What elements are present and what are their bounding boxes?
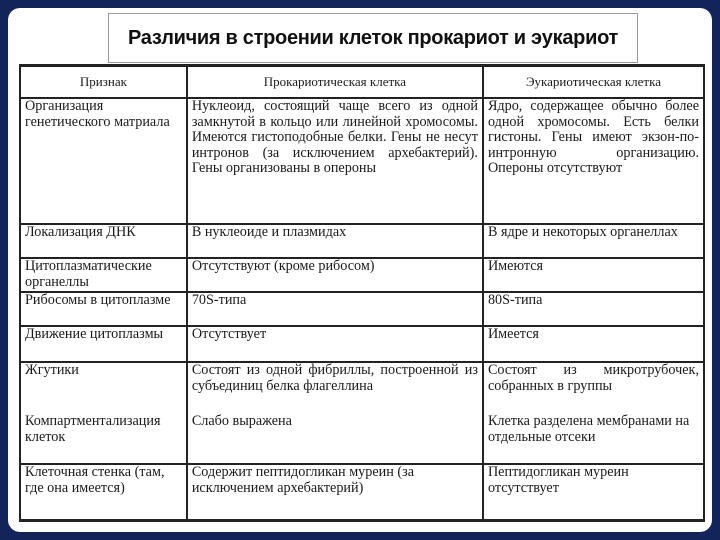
row-prokaryote: 70S-типа <box>187 292 483 326</box>
row-eukaryote: Состоят из микротрубочек, собранных в группы <box>483 362 704 414</box>
row-trait: Локализация ДНК <box>20 224 187 258</box>
row-prokaryote: В нуклеоиде и плазмидах <box>187 224 483 258</box>
row-trait: Организация генетического матриала <box>20 98 187 224</box>
table-row <box>20 292 704 326</box>
row-eukaryote: Имеется <box>483 326 704 362</box>
table-row <box>20 362 704 414</box>
row-trait: Рибосомы в цитоплазме <box>20 292 187 326</box>
row-eukaryote: Имеются <box>483 258 704 292</box>
table-row <box>20 98 704 224</box>
row-eukaryote: 80S-типа <box>483 292 704 326</box>
table-row <box>20 464 704 520</box>
table-header-row <box>20 66 704 99</box>
table-row <box>20 258 704 292</box>
row-trait: Клеточная стенка (там, где она имеется) <box>20 464 187 520</box>
row-eukaryote: Ядро, содержащее обычно более одной хромосомы. Есть белки гистоны. Гены имеют экзон-по-интронную организацию. Опероны отсутствуют <box>483 98 704 224</box>
row-prokaryote: Содержит пептидогликан муреин (за исключением архебактерий) <box>187 464 483 520</box>
slide <box>8 8 712 532</box>
row-prokaryote: Нуклеоид, состоящий чаще всего из одной замкнутой в кольцо или линейной хромосомы. Имеются гистоподобные белки. Гены не несут интронов (за исключением архебактерий). Гены организованы в опероны <box>187 98 483 224</box>
header-prokaryote: Прокариотическая клетка <box>187 66 483 99</box>
header-trait: Признак <box>20 66 187 99</box>
table-row <box>20 326 704 362</box>
row-eukaryote: Клетка разделена мембранами на отдельные отсеки <box>483 414 704 464</box>
row-eukaryote: В ядре и некоторых органеллах <box>483 224 704 258</box>
row-trait: Цитоплазматические органеллы <box>20 258 187 292</box>
row-trait: Движение цитоплазмы <box>20 326 187 362</box>
row-prokaryote: Отсутствует <box>187 326 483 362</box>
row-trait: Компартментализация клеток <box>20 414 187 464</box>
row-trait: Жгутики <box>20 362 187 414</box>
row-prokaryote: Состоят из одной фибриллы, построенной из субъединиц белка флагеллина <box>187 362 483 414</box>
table-row <box>20 414 704 464</box>
row-eukaryote: Пептидогликан муреин отсутствует <box>483 464 704 520</box>
slide-title-box <box>108 13 638 63</box>
comparison-table <box>19 64 705 522</box>
header-eukaryote: Эукариотическая клетка <box>483 66 704 99</box>
slide-title: Различия в строении клеток прокариот и эукариот <box>128 26 618 49</box>
table-row <box>20 224 704 258</box>
row-prokaryote: Отсутствуют (кроме рибосом) <box>187 258 483 292</box>
row-prokaryote: Слабо выражена <box>187 414 483 464</box>
